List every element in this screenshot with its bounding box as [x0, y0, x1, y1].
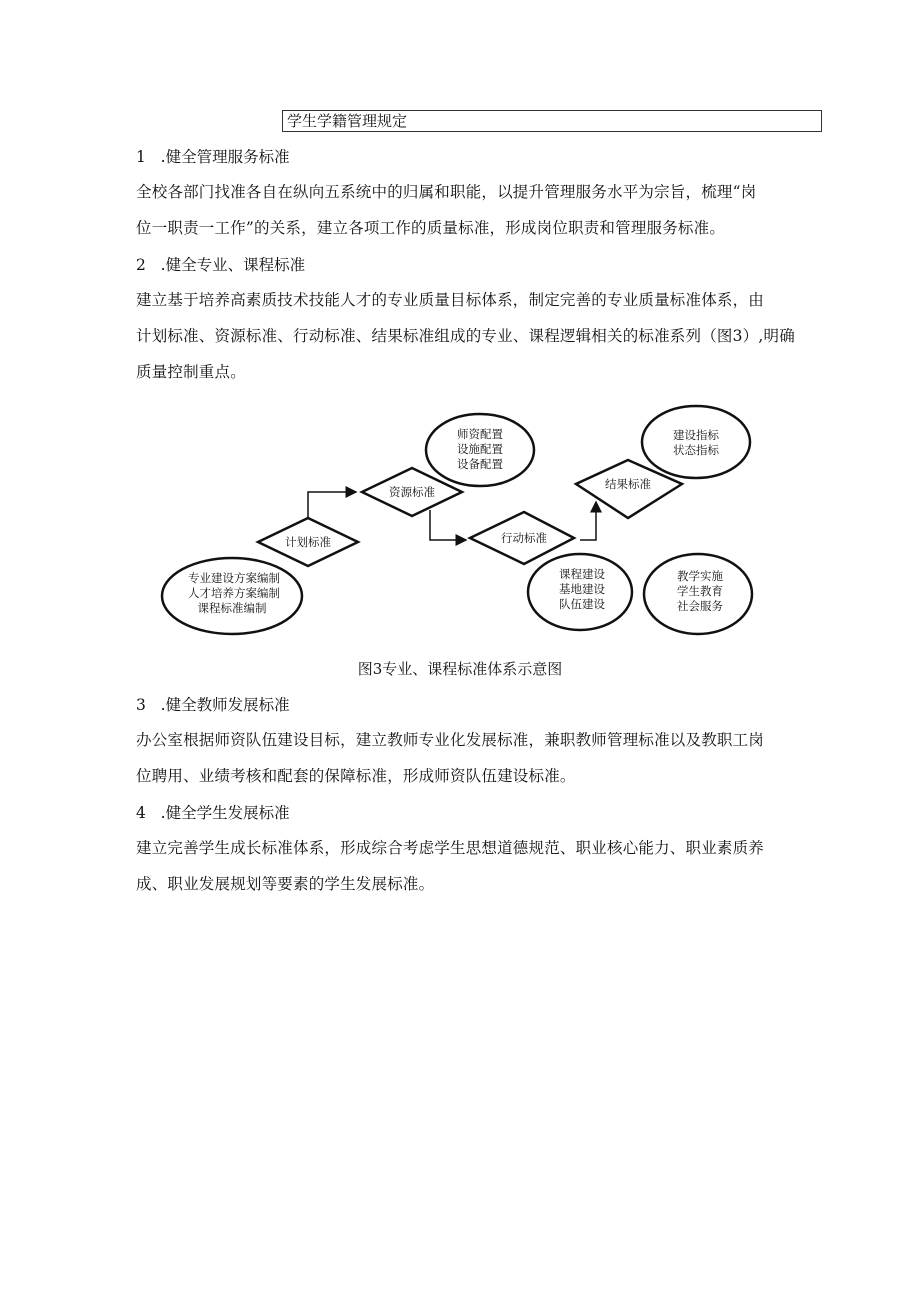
section-3-paragraph	[136, 722, 826, 794]
section-2-title: .健全专业、课程标准	[160, 256, 306, 274]
service-item-3: 社会服务	[677, 599, 723, 613]
paragraph-line: 成、职业发展规划等要素的学生发展标准。	[136, 875, 435, 893]
section-3-title: .健全教师发展标准	[160, 696, 290, 714]
section-3-heading	[136, 694, 290, 716]
section-4-number: 4	[136, 804, 146, 822]
section-1-paragraph	[136, 174, 826, 246]
arrow-action-to-result	[580, 502, 596, 540]
diamond-result-label: 结果标准	[605, 477, 651, 491]
figure-caption: 图3专业、课程标准体系示意图	[357, 660, 563, 678]
section-3-number: 3	[136, 696, 146, 714]
table-cell-student-status-rules: 学生学籍管理规定	[282, 110, 822, 132]
paragraph-line: 位聘用、业绩考核和配套的保障标准，形成师资队伍建设标准。	[136, 767, 576, 785]
section-4-title: .健全学生发展标准	[160, 804, 290, 822]
diamond-action-label: 行动标准	[501, 531, 547, 545]
plan-item-1: 专业建设方案编制	[188, 571, 280, 585]
section-4-paragraph	[136, 830, 826, 902]
section-1-title: .健全管理服务标准	[160, 148, 290, 166]
section-1-heading	[136, 146, 290, 168]
result-item-2: 状态指标	[673, 443, 719, 457]
plan-item-3: 课程标准编制	[197, 601, 267, 615]
paragraph-line: 建立基于培养高素质技术技能人才的专业质量目标体系，制定完善的专业质量标准体系，由	[136, 291, 765, 309]
arrow-resource-to-action	[430, 510, 466, 540]
action-item-2: 基地建设	[559, 582, 605, 596]
paragraph-line: 建立完善学生成长标准体系，形成综合考虑学生思想道德规范、职业核心能力、职业素质养	[136, 839, 765, 857]
section-2-paragraph	[136, 282, 826, 390]
standards-system-diagram	[160, 402, 780, 650]
resource-item-3: 设备配置	[457, 457, 503, 471]
section-4-heading	[136, 802, 290, 824]
action-item-3: 队伍建设	[559, 597, 605, 611]
service-item-2: 学生教育	[677, 584, 723, 598]
diamond-resource-label: 资源标准	[389, 485, 435, 499]
ellipse-result-items	[642, 406, 750, 478]
resource-item-2: 设施配置	[457, 442, 503, 456]
paragraph-line: 全校各部门找准各自在纵向五系统中的归属和职能，以提升管理服务水平为宗旨，梳理“岗	[136, 183, 757, 201]
resource-item-1: 师资配置	[457, 427, 503, 441]
result-item-1: 建设指标	[673, 428, 719, 442]
paragraph-line: 办公室根据师资队伍建设目标，建立教师专业化发展标准，兼职教师管理标准以及教职工岗	[136, 731, 765, 749]
section-1-number: 1	[136, 148, 146, 166]
section-2-number: 2	[136, 256, 146, 274]
plan-item-2: 人才培养方案编制	[188, 586, 280, 600]
paragraph-line: 位一职责一工作”的关系，建立各项工作的质量标准，形成岗位职责和管理服务标准。	[136, 219, 726, 237]
diamond-plan-label: 计划标准	[285, 535, 331, 549]
section-2-heading	[136, 254, 305, 276]
paragraph-line: 质量控制重点。	[136, 363, 246, 381]
paragraph-line: 计划标准、资源标准、行动标准、结果标准组成的专业、课程逻辑相关的标准系列（图3）,明确	[136, 327, 795, 345]
action-item-1: 课程建设	[559, 567, 605, 581]
service-item-1: 教学实施	[677, 569, 723, 583]
